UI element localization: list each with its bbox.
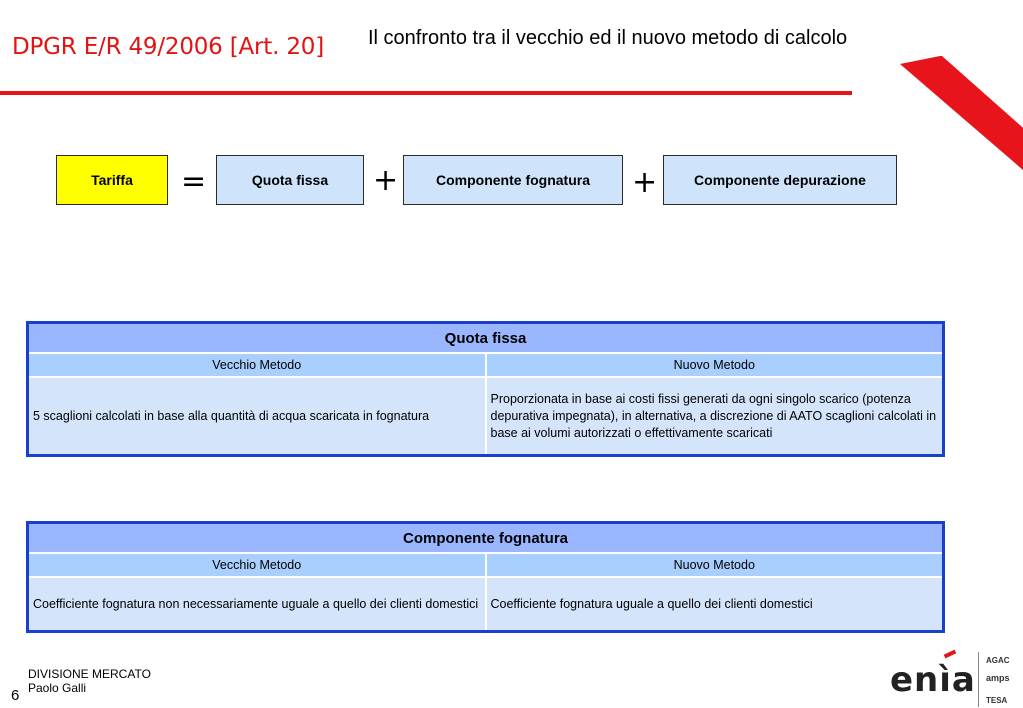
- footer-credits: [28, 667, 151, 695]
- section-title: DPGR E/R 49/2006 [Art. 20]: [12, 34, 324, 60]
- quota-fissa-box: Quota fissa: [216, 155, 364, 205]
- old-method-cell: 5 scaglioni calcolati in base alla quantità di acqua scaricata in fognatura: [28, 377, 486, 456]
- plus-sign: +: [632, 165, 658, 200]
- new-method-cell: Coefficiente fognatura uguale a quello dei clienti domestici: [486, 577, 944, 632]
- division-label: DIVISIONE MERCATO: [28, 667, 151, 681]
- logo-accent: [944, 650, 957, 659]
- old-method-cell: Coefficiente fognatura non necessariamente uguale a quello dei clienti domestici: [28, 577, 486, 632]
- componente-fognatura-box: Componente fognatura: [403, 155, 623, 205]
- tesa-logo: TESA: [986, 696, 1008, 705]
- amps-logo: amps: [986, 673, 1010, 683]
- tariffa-box: Tariffa: [56, 155, 168, 205]
- new-method-cell: Proporzionata in base ai costi fissi generati da ogni singolo scarico (potenza depurativa impegnata), in alternativa, a discrezione di AATO scaglioni calcolati in base ai volumi autorizzati o effettivamente scaricati: [486, 377, 944, 456]
- column-header-new: Nuovo Metodo: [486, 353, 944, 377]
- enia-logo: enìa: [890, 660, 976, 700]
- footer-divider: [978, 652, 979, 707]
- column-header-new: Nuovo Metodo: [486, 553, 944, 577]
- author-name: Paolo Galli: [28, 681, 87, 695]
- slide-title: Il confronto tra il vecchio ed il nuovo metodo di calcolo: [368, 27, 848, 49]
- header-divider: [0, 91, 852, 95]
- quota-fissa-table: [26, 321, 945, 457]
- table-title: Componente fognatura: [28, 523, 944, 554]
- agac-logo: AGAC: [986, 656, 1010, 665]
- plus-sign: +: [373, 163, 399, 198]
- equals-sign: =: [181, 164, 207, 199]
- componente-fognatura-table: [26, 521, 945, 633]
- componente-depurazione-box: Componente depurazione: [663, 155, 897, 205]
- page-number: 6: [11, 687, 20, 704]
- column-header-old: Vecchio Metodo: [28, 553, 486, 577]
- column-header-old: Vecchio Metodo: [28, 353, 486, 377]
- corner-stripe-decoration: [900, 56, 1023, 176]
- table-title: Quota fissa: [28, 323, 944, 354]
